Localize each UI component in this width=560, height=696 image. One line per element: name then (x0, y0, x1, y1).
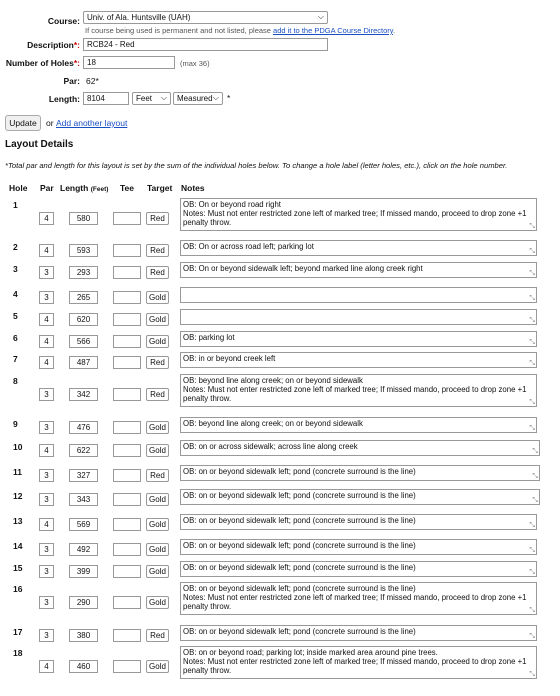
layout-note: *Total par and length for this layout is set by the sum of the individual holes below. To change a hole label (letter holes, etc.), click on the hole number. (5, 161, 508, 170)
tee-input[interactable] (113, 421, 141, 434)
target-select[interactable]: Gold (146, 565, 169, 578)
target-select[interactable]: Gold (146, 518, 169, 531)
chevron-down-icon: ⌵ (212, 93, 219, 102)
resize-grip-icon: ⤡ (529, 522, 535, 529)
resize-grip-icon: ⤡ (529, 360, 535, 367)
resize-grip-icon: ⤡ (529, 607, 535, 614)
required-mark: *: (73, 58, 80, 68)
tee-input[interactable] (113, 596, 141, 609)
add-course-link[interactable]: add it to the PDGA Course Directory (273, 26, 393, 35)
par-input[interactable]: 4 (39, 356, 54, 369)
tee-input[interactable] (113, 543, 141, 556)
par-input[interactable]: 3 (39, 543, 54, 556)
resize-grip-icon: ⤡ (532, 448, 538, 455)
course-select[interactable] (83, 11, 328, 24)
col-hole: Hole (9, 183, 28, 193)
notes-textarea[interactable]: OB: on or beyond sidewalk left; pond (concrete surround is the line) Notes: Must not enter restricted zone left of marked tree; If missed mando, proceed to drop zone +1 penalty throw. ⤡ (180, 582, 537, 615)
tee-input[interactable] (113, 388, 141, 401)
col-length-text: Length (60, 183, 89, 193)
target-select[interactable]: Red (146, 469, 169, 482)
notes-textarea[interactable]: OB: On or across road left; parking lot ⤡ (180, 240, 537, 256)
tee-input[interactable] (113, 565, 141, 578)
par-input[interactable]: 3 (39, 421, 54, 434)
target-select[interactable]: Gold (146, 444, 169, 457)
target-select[interactable]: Red (146, 244, 169, 257)
length-input[interactable]: 566 (69, 335, 98, 348)
length-input[interactable]: 460 (69, 660, 98, 673)
length-input[interactable]: 8104 (83, 92, 129, 105)
length-input[interactable]: 622 (69, 444, 98, 457)
hole-number-link[interactable]: 15 (13, 563, 23, 573)
target-select[interactable]: Gold (146, 660, 169, 673)
par-input[interactable]: 3 (39, 291, 54, 304)
notes-textarea[interactable]: OB: in or beyond creek left ⤡ (180, 352, 537, 368)
par-input[interactable]: 4 (39, 244, 54, 257)
resize-grip-icon: ⤡ (529, 270, 535, 277)
required-mark: *: (73, 40, 80, 50)
length-input[interactable]: 476 (69, 421, 98, 434)
col-target: Target (147, 183, 173, 193)
length-input[interactable]: 487 (69, 356, 98, 369)
length-input[interactable]: 290 (69, 596, 98, 609)
holes-label (0, 58, 80, 68)
target-select[interactable]: Red (146, 212, 169, 225)
hole-number-link[interactable]: 3 (13, 264, 18, 274)
length-input[interactable]: 380 (69, 629, 98, 642)
notes-textarea[interactable]: OB: on or beyond sidewalk left; pond (concrete surround is the line) ⤡ (180, 539, 537, 555)
notes-textarea[interactable]: OB: On or beyond road right Notes: Must not enter restricted zone left of marked tree; If missed mando, proceed to drop zone +1 penalty throw. ⤡ (180, 198, 537, 231)
col-tee: Tee (120, 183, 135, 193)
course-help-suffix: . (392, 26, 396, 35)
course-select-value: Univ. of Ala. Huntsville (UAH) (87, 13, 191, 22)
target-select[interactable]: Red (146, 388, 169, 401)
length-input[interactable]: 620 (69, 313, 98, 326)
hole-number-link[interactable]: 13 (13, 516, 23, 526)
notes-textarea[interactable]: OB: on or beyond road; parking lot; inside marked area around pine trees. Notes: Must not enter restricted zone left of marked tree; If missed mando, proceed to drop zone +1 penalty throw. ⤡ (180, 646, 537, 679)
tee-input[interactable] (113, 660, 141, 673)
tee-input[interactable] (113, 493, 141, 506)
tee-input[interactable] (113, 212, 141, 225)
resize-grip-icon: ⤡ (529, 425, 535, 432)
par-input[interactable]: 3 (39, 388, 54, 401)
notes-textarea[interactable]: OB: on or across sidewalk; across line along creek ⤡ (180, 440, 540, 456)
tee-input[interactable] (113, 356, 141, 369)
length-unit-value: Feet (136, 94, 153, 103)
resize-grip-icon: ⤡ (529, 547, 535, 554)
hole-number-link[interactable]: 12 (13, 491, 23, 501)
hole-number-link[interactable]: 9 (13, 419, 18, 429)
notes-textarea[interactable] (180, 287, 537, 303)
resize-grip-icon: ⤡ (529, 399, 535, 406)
resize-grip-icon: ⤡ (529, 569, 535, 576)
par-input[interactable]: 3 (39, 629, 54, 642)
resize-grip-icon: ⤡ (529, 295, 535, 302)
target-select[interactable]: Red (146, 266, 169, 279)
length-input[interactable]: 399 (69, 565, 98, 578)
resize-grip-icon: ⤡ (529, 248, 535, 255)
par-value: 62* (86, 76, 99, 86)
target-select[interactable]: Red (146, 356, 169, 369)
tee-input[interactable] (113, 335, 141, 348)
tee-input[interactable] (113, 469, 141, 482)
par-input[interactable]: 3 (39, 493, 54, 506)
target-select[interactable]: Red (146, 629, 169, 642)
target-select[interactable]: Gold (146, 596, 169, 609)
par-input[interactable]: 3 (39, 266, 54, 279)
col-notes: Notes (181, 183, 205, 193)
notes-textarea[interactable]: OB: parking lot ⤡ (180, 331, 537, 347)
length-input[interactable]: 327 (69, 469, 98, 482)
holes-label-text: Number of Holes (5, 58, 74, 68)
chevron-down-icon: ⌵ (317, 12, 324, 21)
hole-number-link[interactable]: 14 (13, 541, 23, 551)
or-text: or (46, 118, 54, 128)
hole-number-link[interactable]: 11 (13, 467, 22, 477)
tee-input[interactable] (113, 518, 141, 531)
length-method-select[interactable] (173, 92, 223, 105)
hole-number-link[interactable]: 8 (13, 376, 18, 386)
notes-textarea[interactable]: OB: on or beyond sidewalk left; pond (concrete surround is the line) ⤡ (180, 514, 537, 530)
length-input[interactable]: 593 (69, 244, 98, 257)
length-input[interactable]: 293 (69, 266, 98, 279)
target-select[interactable]: Gold (146, 543, 169, 556)
hole-number-link[interactable]: 6 (13, 333, 18, 343)
par-input[interactable]: 4 (39, 444, 54, 457)
length-input[interactable]: 569 (69, 518, 98, 531)
course-label: Course: (47, 16, 80, 26)
notes-textarea[interactable]: OB: on or beyond sidewalk left; pond (concrete surround is the line) ⤡ (180, 465, 540, 481)
par-input[interactable]: 4 (39, 335, 54, 348)
resize-grip-icon: ⤡ (532, 473, 538, 480)
resize-grip-icon: ⤡ (529, 223, 535, 230)
hole-number-link[interactable]: 5 (13, 311, 18, 321)
par-input[interactable]: 3 (39, 565, 54, 578)
par-input[interactable]: 3 (39, 469, 54, 482)
chevron-down-icon: ⌵ (160, 93, 167, 102)
resize-grip-icon: ⤡ (529, 317, 535, 324)
target-select[interactable]: Gold (146, 291, 169, 304)
resize-grip-icon: ⤡ (529, 671, 535, 678)
notes-textarea[interactable]: OB: On or beyond sidewalk left; beyond marked line along creek right ⤡ (180, 262, 537, 278)
notes-textarea[interactable] (180, 309, 537, 325)
length-input[interactable]: 343 (69, 493, 98, 506)
hole-number-link[interactable]: 2 (13, 242, 18, 252)
tee-input[interactable] (113, 444, 141, 457)
par-input[interactable]: 4 (39, 212, 54, 225)
length-unit-select[interactable] (132, 92, 171, 105)
par-input[interactable]: 4 (39, 660, 54, 673)
target-select[interactable]: Gold (146, 313, 169, 326)
length-input[interactable]: 265 (69, 291, 98, 304)
description-label-text: Description (27, 40, 74, 50)
tee-input[interactable] (113, 313, 141, 326)
hole-number-link[interactable]: 4 (13, 289, 18, 299)
course-help-text: If course being used is permanent and not listed, please (85, 26, 274, 35)
tee-input[interactable] (113, 244, 141, 257)
update-button[interactable]: Update (5, 115, 41, 131)
resize-grip-icon: ⤡ (529, 633, 535, 640)
hole-number-link[interactable]: 16 (13, 584, 23, 594)
add-layout-link[interactable]: Add another layout (56, 118, 128, 128)
notes-textarea[interactable]: OB: on or beyond sidewalk left; pond (concrete surround is the line) ⤡ (180, 561, 537, 577)
holes-hint: (max 36) (180, 59, 210, 68)
resize-grip-icon: ⤡ (532, 497, 538, 504)
description-label (0, 40, 80, 50)
target-select[interactable]: Gold (146, 421, 169, 434)
length-input[interactable]: 580 (69, 212, 98, 225)
notes-textarea[interactable]: OB: on or beyond sidewalk left; pond (concrete surround is the line) ⤡ (180, 489, 540, 505)
length-asterisk: * (227, 93, 231, 103)
tee-input[interactable] (113, 629, 141, 642)
tee-input[interactable] (113, 266, 141, 279)
col-length-unit: (Feet) (90, 186, 109, 193)
hole-number-link[interactable]: 17 (13, 627, 23, 637)
hole-number-link[interactable]: 1 (13, 200, 18, 210)
course-help (85, 26, 395, 35)
length-label: Length: (48, 94, 80, 104)
col-length (60, 183, 108, 193)
col-par: Par (40, 183, 54, 193)
par-input[interactable]: 3 (39, 596, 54, 609)
par-input[interactable]: 4 (39, 518, 54, 531)
length-input[interactable]: 492 (69, 543, 98, 556)
notes-textarea[interactable]: OB: beyond line along creek; on or beyond sidewalk Notes: Must not enter restricted zone left of marked tree; If missed mando, proceed to drop zone +1 penalty throw. ⤡ (180, 374, 537, 407)
par-input[interactable]: 4 (39, 313, 54, 326)
notes-textarea[interactable]: OB: on or beyond sidewalk left; pond (concrete surround is the line) ⤡ (180, 625, 537, 641)
description-input[interactable]: RCB24 - Red (83, 38, 328, 51)
resize-grip-icon: ⤡ (529, 339, 535, 346)
hole-number-link[interactable]: 18 (13, 648, 23, 658)
par-label: Par: (63, 76, 80, 86)
layout-details-heading: Layout Details (5, 139, 74, 150)
length-method-value: Measured (177, 94, 213, 103)
target-select[interactable]: Gold (146, 493, 169, 506)
notes-textarea[interactable]: OB: beyond line along creek; on or beyond sidewalk ⤡ (180, 417, 537, 433)
hole-number-link[interactable]: 10 (13, 442, 23, 452)
holes-input[interactable]: 18 (83, 56, 175, 69)
length-input[interactable]: 342 (69, 388, 98, 401)
target-select[interactable]: Gold (146, 335, 169, 348)
tee-input[interactable] (113, 291, 141, 304)
hole-number-link[interactable]: 7 (13, 354, 18, 364)
